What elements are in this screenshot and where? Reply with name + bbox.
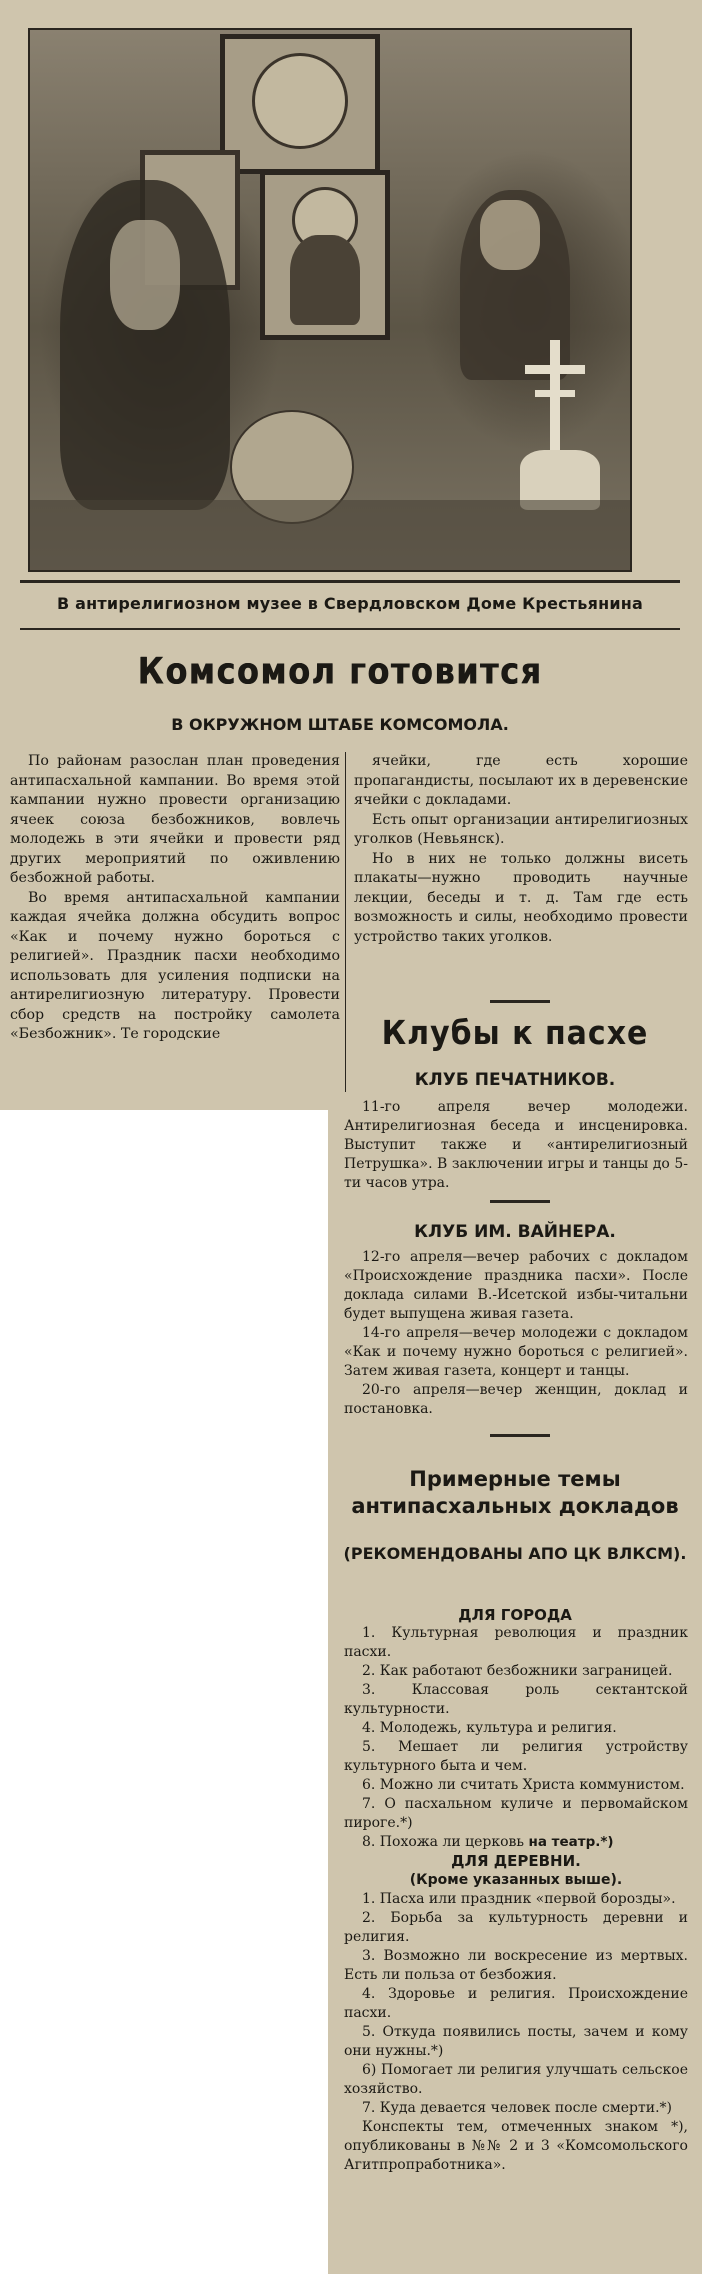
right-column xyxy=(354,752,688,947)
photo-caption: В антирелигиозном музее в Свердловском Доме Крестьянина xyxy=(57,594,643,613)
section-divider xyxy=(490,1000,550,1003)
section-divider xyxy=(490,1200,550,1203)
list-item: 6) Помогает ли религия улучшать сельское хозяйство. xyxy=(344,2062,688,2097)
paragraph: ячейки, где есть хорошие пропагандисты, посылают их в деревенские ячейки с докладами. xyxy=(354,753,688,808)
footnote: Конспекты тем, отмеченных знаком *), опубликованы в №№ 2 и 3 «Комсомольского Агитпропработника». xyxy=(344,2119,688,2173)
themes-recommended: (РЕКОМЕНДОВАНЫ АПО ЦК ВЛКСМ). xyxy=(343,1544,687,1563)
left-column xyxy=(10,752,340,1045)
paragraph: Во время антипасхальной кампании каждая ячейка должна обсудить вопрос «Как и почему нужно бороться с религией». Праздник пасхи необходимо использовать для усиления подписки на антирелигиозную литературу. Провести сбор средств на постройку самолета «Безбожник». Те городские xyxy=(10,889,340,1042)
themes-title: Примерные темы антипасхальных докладов xyxy=(351,1467,679,1518)
subhead: В ОКРУЖНОМ ШТАБЕ КОМСОМОЛА. xyxy=(171,715,509,734)
list-item: 5. Мешает ли религия устройству культурного быта и чем. xyxy=(344,1739,688,1774)
list-item: 3. Классовая роль сектантской культурности. xyxy=(344,1682,688,1717)
list-item: 1. Культурная революция и праздник пасхи. xyxy=(344,1625,688,1660)
paragraph: Но в них не только должны висеть плакаты—нужно проводить научные лекции, беседы и т. д. Там где есть возможность и силы, необходимо провести устройство таких уголков. xyxy=(354,850,688,945)
village-note: (Кроме указанных выше). xyxy=(409,1872,623,1888)
list-item: 8. Похожа ли церковь на театр.*) xyxy=(362,1834,614,1850)
caption-rule xyxy=(20,580,680,583)
list-item: 4. Здоровье и религия. Происхождение пасхи. xyxy=(344,1986,688,2021)
list-item: 2. Как работают безбожники заграницей. xyxy=(362,1663,673,1679)
headline: Комсомол готовится xyxy=(137,649,543,693)
paragraph: По районам разослан план проведения антипасхальной кампании. Во время этой кампании нужно провести организацию ячеек союза безбожников, вовлечь молодежь в эти ячейки и провести ряд других мероприятий по оживлению безбожной работы. xyxy=(10,753,340,886)
village-heading: ДЛЯ ДЕРЕВНИ. xyxy=(451,1852,581,1870)
printers-club-title: КЛУБ ПЕЧАТНИКОВ. xyxy=(414,1070,616,1090)
printers-club-text: 11-го апреля вечер молодежи. Антирелигиозная беседа и инсценировка. Выступит также и «антирелигиозный Петрушка». В заключении игры и танцы до 5-ти часов утра. xyxy=(344,1099,688,1191)
list-item: 7. Куда девается человек после смерти.*) xyxy=(362,2100,673,2116)
museum-photo xyxy=(28,28,632,572)
list-item: 6. Можно ли считать Христа коммунистом. xyxy=(362,1777,685,1793)
list-item: 4. Молодежь, культура и религия. xyxy=(362,1720,617,1736)
list-item: 1. Пасха или праздник «первой борозды». xyxy=(362,1891,676,1907)
vainer-club-text: 12-го апреля—вечер рабочих с докладом «Происхождение праздника пасхи». После доклада силами В.-Исетской избы-читальни будет выпущена живая газета. 14-го апреля—вечер молодежи с докладом «Как и почему нужно бороться с религией». Затем живая газета, концерт и танцы. 20-го апреля—вечер женщин, доклад и постановка. xyxy=(344,1249,688,1417)
list-item: 2. Борьба за культурность деревни и религия. xyxy=(344,1910,688,1945)
section-divider xyxy=(490,1434,550,1437)
list-item: 7. О пасхальном куличе и первомайском пироге.*) xyxy=(344,1796,688,1831)
caption-rule-bottom xyxy=(20,628,680,630)
vainer-club-title: КЛУБ ИМ. ВАЙНЕРА. xyxy=(414,1222,616,1242)
city-list xyxy=(344,1624,688,2175)
paragraph: Есть опыт организации антирелигиозных уголков (Невьянск). xyxy=(354,811,688,847)
list-item: 5. Откуда появились посты, зачем и кому они нужны.*) xyxy=(344,2024,688,2059)
clubs-title: Клубы к пасхе xyxy=(381,1014,649,1053)
list-item: 3. Возможно ли воскресение из мертвых. Есть ли польза от безбожия. xyxy=(344,1948,688,1983)
city-heading: ДЛЯ ГОРОДА xyxy=(458,1606,572,1624)
